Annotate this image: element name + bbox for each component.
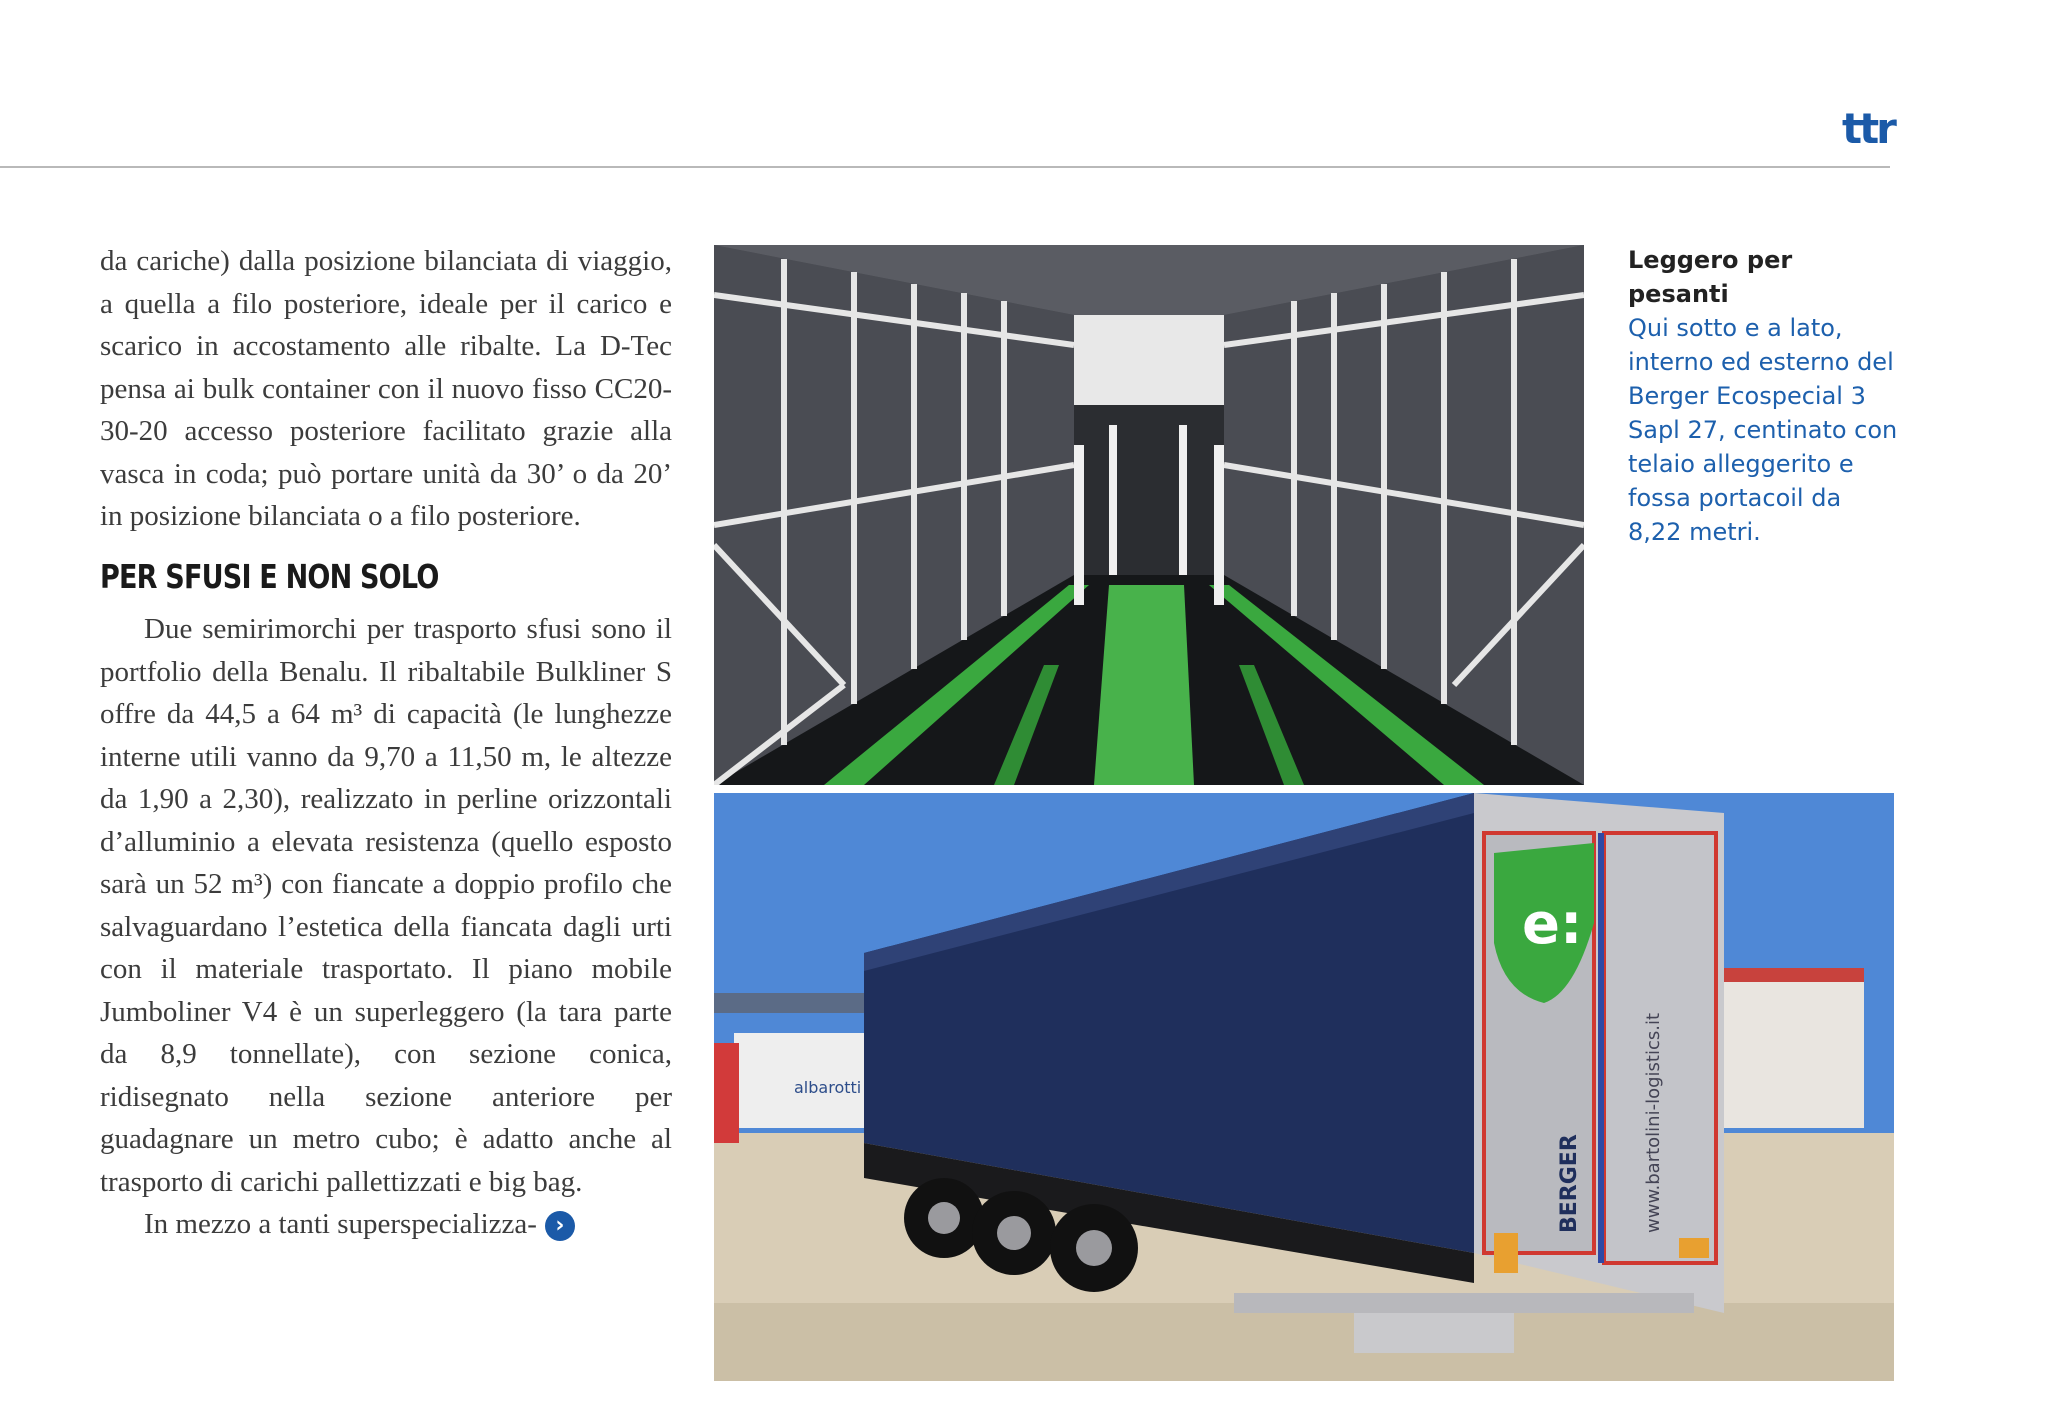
trailer-logo-letter: e:: [1522, 892, 1583, 957]
trailer-exterior-photo: [714, 793, 1894, 1381]
article-paragraph-last: [100, 1203, 672, 1246]
header-rule: [0, 166, 1890, 168]
article-paragraph-text: In mezzo a tanti superspecializza-: [144, 1208, 537, 1240]
photo-caption: [1628, 243, 1898, 549]
trailer-door-text: www.bartolini-logistics.it: [1643, 1013, 1664, 1233]
article-paragraph: da cariche) dalla posizione bilanciata di viaggio, a quella a filo posteriore, ideale per il carico e scarico in accostamento alle ribalte. La D-Tec pensa ai bulk container con il nuovo fisso CC20-30-20 accesso posteriore facilitato grazie alla vasca in coda; può portare unità da 30’ o da 20’ in posizione bilanciata o a filo posteriore.: [100, 245, 672, 532]
article-paragraph: Due semirimorchi per trasporto sfusi sono il portfolio della Benalu. Il ribaltabile Bulkliner S offre da 44,5 a 64 m³ di capacità (le lunghezze interne utili vanno da 9,70 a 11,50 m, le altezze da 1,90 a 2,30), realizzato in perline orizzontali d’alluminio a elevata resistenza (quello esposto sarà un 52 m³) con fiancate a doppio profilo che salvaguardano l’estetica della fiancata dagli urti con il materiale trasportato. Il piano mobile Jumboliner V4 è un superleggero (la tara parte da 8,9 tonnellate), con sezione conica, ridisegnato nella sezione anteriore per guadagnare un metro cubo; è adatto anche al trasporto di carichi pallettizzati e big bag.: [100, 613, 672, 1198]
caption-title: Leggero per pesanti: [1628, 246, 1793, 308]
section-heading: PER SFUSI E NON SOLO: [100, 556, 439, 596]
trailer-interior-photo: [714, 245, 1584, 785]
trailer-brand: BERGER: [1557, 1134, 1582, 1233]
bg-trailer-text: albarotti: [794, 1078, 862, 1097]
magazine-logo: ttr: [1842, 104, 1894, 153]
continue-arrow-icon[interactable]: ›: [545, 1211, 575, 1241]
caption-body: Qui sotto e a lato, interno ed esterno del Berger Ecospecial 3 Sapl 27, centinato con telaio alleggerito e fossa portacoil da 8,22 metri.: [1628, 314, 1898, 546]
article-column: [100, 240, 672, 1246]
